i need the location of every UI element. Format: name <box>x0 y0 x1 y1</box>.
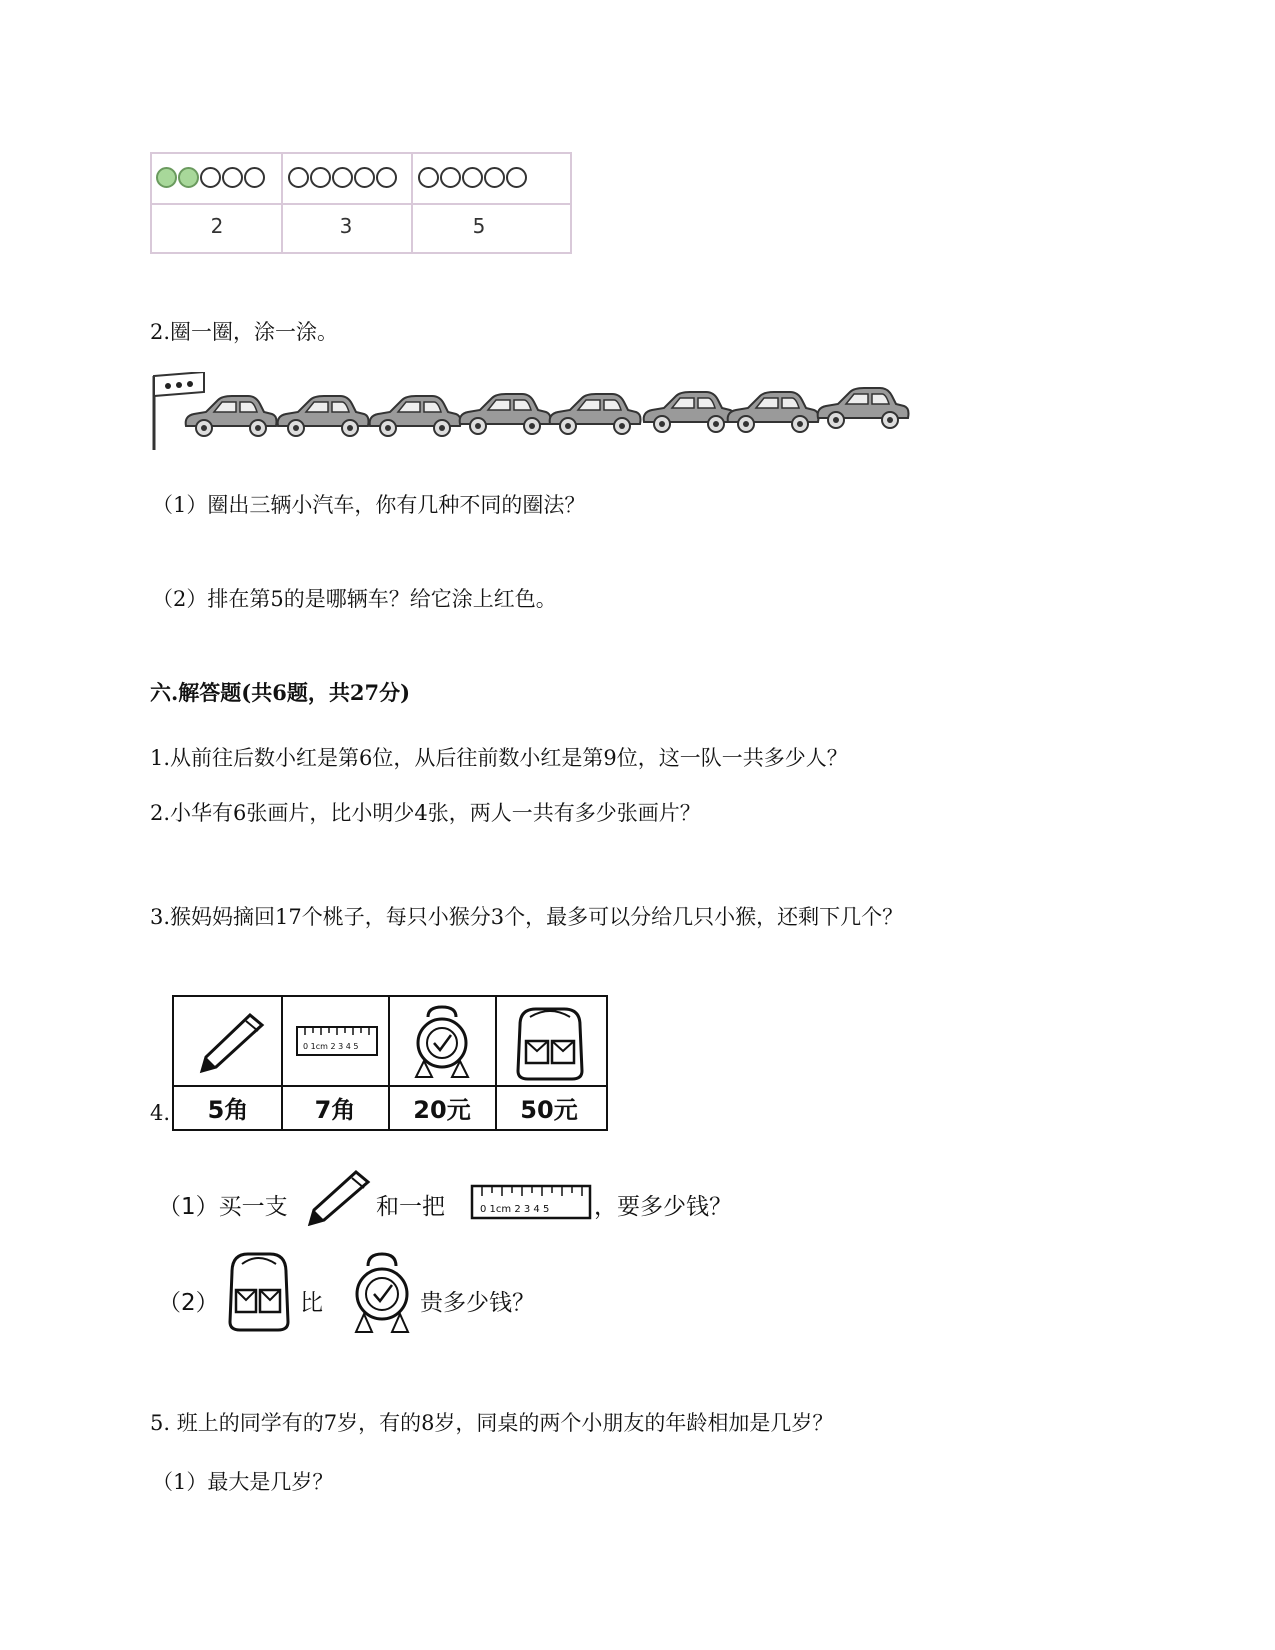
empty-circle <box>440 167 461 188</box>
problem-5: 5. 班上的同学有的7岁，有的8岁，同桌的两个小朋友的年龄相加是几岁？ <box>150 1411 834 1435</box>
car-icon <box>186 396 277 436</box>
car-icon <box>818 388 909 428</box>
svg-text:0 1cm 2 3 4 5: 0 1cm 2 3 4 5 <box>303 1042 359 1051</box>
count-number-1: 2 <box>210 214 224 238</box>
empty-circle <box>332 167 353 188</box>
car-icon <box>728 392 819 432</box>
problem-3: 3.猴妈妈摘回17个桃子，每只小猴分3个，最多可以分给几只小猴，还剩下几个？ <box>150 905 904 929</box>
price-ruler: 7角 <box>314 1096 356 1124</box>
empty-circle <box>484 167 505 188</box>
filled-circle <box>178 167 199 188</box>
price-clock: 20元 <box>413 1096 471 1124</box>
empty-circle <box>222 167 243 188</box>
car-icon <box>460 394 551 434</box>
question-2-sub-1: （1）圈出三辆小汽车，你有几种不同的圈法？ <box>152 493 586 517</box>
empty-circle <box>418 167 439 188</box>
table-divider <box>174 1085 606 1087</box>
problem-4-sub-2-a: （2） <box>158 1290 219 1316</box>
question-2-sub-2: （2）排在第5的是哪辆车？给它涂上红色。 <box>152 587 557 611</box>
empty-circle <box>376 167 397 188</box>
backpack-icon <box>506 1005 592 1081</box>
traffic-light-icon <box>154 372 204 450</box>
problem-4-sub-1-b: 和一把 <box>376 1194 445 1220</box>
price-backpack: 50元 <box>520 1096 578 1124</box>
price-table <box>172 995 608 1131</box>
question-2-title: 2.圈一圈，涂一涂。 <box>150 320 339 344</box>
empty-circle <box>200 167 221 188</box>
problem-4-sub-1-c: ，要多少钱？ <box>594 1194 732 1220</box>
table-column-3 <box>413 154 570 252</box>
pencil-icon <box>192 1011 268 1075</box>
problem-4-sub-1-a: （1）买一支 <box>158 1194 288 1220</box>
alarm-clock-icon <box>346 1250 418 1336</box>
backpack-icon <box>222 1250 294 1334</box>
problem-4-label: 4. <box>150 1101 171 1125</box>
empty-circle <box>288 167 309 188</box>
car-icon <box>550 394 641 434</box>
alarm-clock-icon <box>406 1003 478 1081</box>
problem-1: 1.从前往后数小红是第6位，从后往前数小红是第9位，这一队一共多少人？ <box>150 746 848 770</box>
circle-group-1 <box>156 167 265 188</box>
pencil-icon <box>302 1168 372 1226</box>
car-icon <box>370 396 461 436</box>
ruler-icon <box>470 1182 594 1222</box>
circle-group-3 <box>418 167 527 188</box>
problem-2: 2.小华有6张画片，比小明少4张，两人一共有多少张画片？ <box>150 801 701 825</box>
car-icon <box>644 392 735 432</box>
filled-circle <box>156 167 177 188</box>
table-column-2 <box>283 154 413 252</box>
table-column-1 <box>152 154 283 252</box>
empty-circle <box>354 167 375 188</box>
problem-5-sub-1: （1）最大是几岁？ <box>152 1470 334 1494</box>
problem-4-sub-2-b: 比 <box>300 1290 323 1316</box>
count-number-2: 3 <box>339 214 353 238</box>
empty-circle <box>462 167 483 188</box>
car-icon <box>278 396 369 436</box>
traffic-light-and-cars <box>148 372 928 452</box>
problem-4-sub-2-c: 贵多少钱？ <box>420 1290 535 1316</box>
empty-circle <box>506 167 527 188</box>
circle-group-2 <box>288 167 397 188</box>
circle-count-table <box>150 152 572 254</box>
ruler-icon <box>295 1025 379 1057</box>
section-heading: 六.解答题(共6题，共27分) <box>150 680 411 705</box>
empty-circle <box>244 167 265 188</box>
price-pencil: 5角 <box>207 1096 249 1124</box>
svg-text:0 1cm 2 3 4 5: 0 1cm 2 3 4 5 <box>480 1204 550 1215</box>
count-number-3: 5 <box>472 214 486 238</box>
empty-circle <box>310 167 331 188</box>
